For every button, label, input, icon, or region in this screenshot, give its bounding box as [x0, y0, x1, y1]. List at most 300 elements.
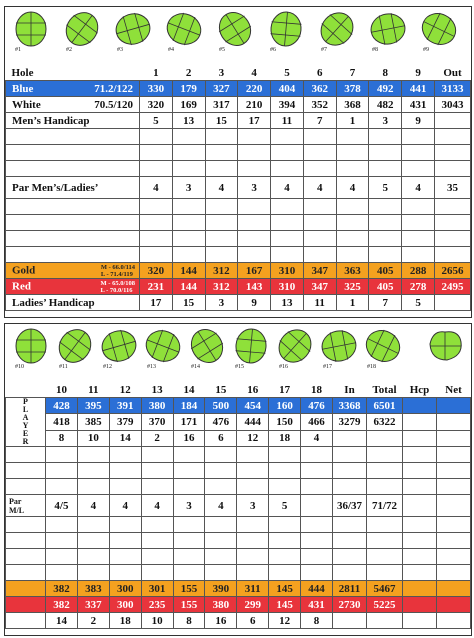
score-cell[interactable]: [140, 145, 173, 161]
score-cell[interactable]: [367, 533, 403, 549]
score-cell[interactable]: [269, 479, 301, 495]
score-cell[interactable]: [369, 161, 402, 177]
green-hole-label: #3: [117, 47, 123, 53]
player-letter: P: [23, 397, 28, 406]
red-yardage: 2730: [333, 597, 367, 613]
score-cell[interactable]: [205, 517, 237, 533]
score-cell[interactable]: [269, 533, 301, 549]
score-cell[interactable]: [271, 231, 304, 247]
hole-number: 12: [109, 382, 141, 398]
white-yardage: 394: [271, 97, 304, 113]
ladies-handicap-value: [437, 613, 471, 629]
score-cell[interactable]: [237, 517, 269, 533]
blue-yardage: 327: [205, 81, 238, 97]
score-cell[interactable]: [271, 215, 304, 231]
score-cell[interactable]: [109, 479, 141, 495]
score-cell[interactable]: [205, 565, 237, 581]
gold-yardage: 310: [271, 263, 304, 279]
par-value: 4: [303, 177, 336, 199]
score-cell[interactable]: [367, 549, 403, 565]
mens-handicap-value: 12: [237, 430, 269, 446]
score-row: [6, 533, 471, 549]
ladies-handicap-value: 16: [205, 613, 237, 629]
blue-yardage: 380: [141, 398, 173, 414]
white-yardage: 352: [303, 97, 336, 113]
score-cell[interactable]: [109, 565, 141, 581]
green-diagram-icon: [55, 326, 95, 372]
white-yardage: 385: [77, 414, 109, 430]
white-yardage: 379: [109, 414, 141, 430]
score-cell[interactable]: [237, 565, 269, 581]
score-cell[interactable]: [237, 533, 269, 549]
score-cell[interactable]: [46, 549, 78, 565]
score-cell[interactable]: [437, 549, 471, 565]
par-value: 5: [369, 177, 402, 199]
score-cell[interactable]: [336, 231, 369, 247]
ladies-handicap-value: 14: [46, 613, 78, 629]
score-cell[interactable]: [237, 479, 269, 495]
hole-number: 18: [301, 382, 333, 398]
gold-yardage: 300: [109, 581, 141, 597]
score-cell[interactable]: [77, 549, 109, 565]
score-cell[interactable]: [46, 479, 78, 495]
gold-tee-label: Gold M - 66.0/114 L - 71.4/119: [6, 263, 140, 279]
score-cell[interactable]: [403, 447, 437, 463]
score-cell[interactable]: [435, 145, 471, 161]
gold-yardage: 144: [172, 263, 205, 279]
score-cell[interactable]: [77, 565, 109, 581]
score-cell[interactable]: [333, 517, 367, 533]
score-cell[interactable]: [46, 517, 78, 533]
score-cell[interactable]: [205, 463, 237, 479]
score-cell[interactable]: [402, 215, 435, 231]
blue-yardage: 220: [238, 81, 271, 97]
score-cell[interactable]: [403, 549, 437, 565]
score-cell[interactable]: [336, 199, 369, 215]
green-hole-label: #10: [15, 364, 24, 370]
white-yardage: 418: [46, 414, 78, 430]
score-cell[interactable]: [141, 479, 173, 495]
hole-number: 13: [141, 382, 173, 398]
white-tee-row: [6, 414, 471, 430]
score-cell[interactable]: [238, 231, 271, 247]
par-value: 4: [402, 177, 435, 199]
score-cell[interactable]: [237, 463, 269, 479]
ladies-handicap-value: 3: [205, 295, 238, 311]
gold-yardage: 311: [237, 581, 269, 597]
score-cell[interactable]: [367, 479, 403, 495]
score-cell[interactable]: [271, 199, 304, 215]
score-cell[interactable]: [333, 549, 367, 565]
green-hole-label: #16: [279, 364, 288, 370]
score-row: [6, 479, 471, 495]
white-yardage: 466: [301, 414, 333, 430]
score-cell[interactable]: [403, 517, 437, 533]
gold-tee-row: [6, 581, 471, 597]
score-cell[interactable]: [303, 247, 336, 263]
mens-handicap-value: [403, 430, 437, 446]
score-cell[interactable]: [109, 549, 141, 565]
hole-header: Hole: [6, 65, 140, 81]
mens-handicap-value: 18: [269, 430, 301, 446]
blue-yardage: 3368: [333, 398, 367, 414]
white-tee-label: White 70.5/120: [6, 97, 140, 113]
score-cell[interactable]: [205, 129, 238, 145]
gold-yardage: 320: [140, 263, 173, 279]
score-cell[interactable]: [205, 215, 238, 231]
green-diagram-icon: [62, 9, 102, 55]
score-cell[interactable]: [403, 533, 437, 549]
score-cell[interactable]: [77, 447, 109, 463]
score-cell[interactable]: [301, 447, 333, 463]
red-yardage: 2495: [435, 279, 471, 295]
score-cell[interactable]: [237, 447, 269, 463]
par-value: 3: [238, 177, 271, 199]
blue-yardage: 395: [77, 398, 109, 414]
white-tee-row: [6, 97, 471, 113]
score-cell[interactable]: [46, 565, 78, 581]
green-diagram-icon: [99, 326, 139, 372]
ladies-handicap-value: 17: [140, 295, 173, 311]
mens-handicap-value: 3: [369, 113, 402, 129]
hole-number: 7: [336, 65, 369, 81]
score-cell[interactable]: [369, 215, 402, 231]
score-row: [6, 161, 471, 177]
score-cell[interactable]: [369, 129, 402, 145]
score-cell[interactable]: [437, 517, 471, 533]
blue-yardage: 391: [109, 398, 141, 414]
score-cell[interactable]: [172, 161, 205, 177]
score-cell[interactable]: [173, 479, 205, 495]
front-green-diagrams: [5, 7, 471, 65]
score-cell[interactable]: [435, 161, 471, 177]
score-row: [6, 215, 471, 231]
score-cell[interactable]: [205, 549, 237, 565]
green-hole-label: #2: [66, 47, 72, 53]
score-cell[interactable]: [303, 161, 336, 177]
blue-yardage: 441: [402, 81, 435, 97]
score-cell[interactable]: [140, 161, 173, 177]
score-cell[interactable]: [205, 479, 237, 495]
green-hole-label: #9: [423, 47, 429, 53]
par-value: 3: [172, 177, 205, 199]
score-cell[interactable]: [271, 129, 304, 145]
score-cell[interactable]: [140, 215, 173, 231]
front-nine-table: [5, 65, 471, 311]
score-cell[interactable]: [402, 231, 435, 247]
white-yardage: 3279: [333, 414, 367, 430]
mens-handicap-row: [6, 113, 471, 129]
score-cell[interactable]: [46, 463, 78, 479]
score-cell[interactable]: [238, 215, 271, 231]
gold-yardage: 363: [336, 263, 369, 279]
score-cell[interactable]: [369, 247, 402, 263]
par-value: 3: [237, 495, 269, 517]
score-cell[interactable]: [435, 199, 471, 215]
white-yardage: 444: [237, 414, 269, 430]
score-cell[interactable]: [303, 215, 336, 231]
score-cell[interactable]: [173, 533, 205, 549]
score-cell[interactable]: [109, 463, 141, 479]
back-green-diagrams: [5, 324, 471, 382]
score-row: [6, 549, 471, 565]
blue-yardage: [403, 398, 437, 414]
score-cell[interactable]: [367, 463, 403, 479]
score-cell[interactable]: [205, 447, 237, 463]
red-yardage: 299: [237, 597, 269, 613]
white-yardage: 431: [402, 97, 435, 113]
score-cell[interactable]: [402, 145, 435, 161]
par-row: [6, 495, 471, 517]
score-cell[interactable]: [301, 565, 333, 581]
score-cell[interactable]: [336, 145, 369, 161]
par-row: [6, 177, 471, 199]
score-cell[interactable]: [173, 565, 205, 581]
score-cell[interactable]: [238, 129, 271, 145]
score-cell[interactable]: [172, 145, 205, 161]
score-cell[interactable]: [435, 215, 471, 231]
score-cell[interactable]: [336, 215, 369, 231]
score-cell[interactable]: [303, 145, 336, 161]
green-hole-label: #14: [191, 364, 200, 370]
par-value: 4: [271, 177, 304, 199]
score-cell[interactable]: [336, 161, 369, 177]
score-cell[interactable]: [238, 161, 271, 177]
score-cell[interactable]: [237, 549, 269, 565]
red-yardage: 278: [402, 279, 435, 295]
score-cell[interactable]: [301, 533, 333, 549]
par-value: 4: [141, 495, 173, 517]
par-value: 4: [77, 495, 109, 517]
ladies-handicap-value: 1: [336, 295, 369, 311]
par-value: 4: [140, 177, 173, 199]
score-cell[interactable]: [303, 231, 336, 247]
score-cell[interactable]: [301, 479, 333, 495]
score-cell[interactable]: [402, 247, 435, 263]
score-cell[interactable]: [172, 199, 205, 215]
score-cell[interactable]: [140, 231, 173, 247]
score-cell[interactable]: [437, 447, 471, 463]
score-cell[interactable]: [269, 517, 301, 533]
hole-number: 11: [77, 382, 109, 398]
score-cell[interactable]: [333, 447, 367, 463]
score-cell[interactable]: [369, 231, 402, 247]
back-nine-table: [5, 382, 471, 629]
score-cell[interactable]: [46, 447, 78, 463]
score-cell[interactable]: [173, 549, 205, 565]
red-tee-label: Red M - 65.0/108 L - 70.0/116: [6, 279, 140, 295]
green-hole-label: #7: [321, 47, 327, 53]
player-letter: E: [22, 429, 29, 438]
score-cell[interactable]: [367, 447, 403, 463]
blue-yardage: 330: [140, 81, 173, 97]
par-value: 71/72: [367, 495, 403, 517]
red-yardage: 431: [301, 597, 333, 613]
score-cell[interactable]: [271, 145, 304, 161]
par-value: 4/5: [46, 495, 78, 517]
gold-tee-row: [6, 263, 471, 279]
score-cell[interactable]: [172, 247, 205, 263]
score-cell[interactable]: [333, 479, 367, 495]
score-cell[interactable]: [402, 161, 435, 177]
back-header-row: [6, 382, 471, 398]
gold-yardage: 2656: [435, 263, 471, 279]
mens-handicap-value: [333, 430, 367, 446]
score-cell[interactable]: [172, 129, 205, 145]
score-cell[interactable]: [46, 533, 78, 549]
score-cell[interactable]: [269, 447, 301, 463]
score-cell[interactable]: [173, 447, 205, 463]
hole-number: 5: [271, 65, 304, 81]
mens-handicap-value: 1: [336, 113, 369, 129]
mens-handicap-value: 14: [109, 430, 141, 446]
score-cell[interactable]: [333, 565, 367, 581]
score-cell[interactable]: [238, 199, 271, 215]
blue-yardage: 492: [369, 81, 402, 97]
score-cell[interactable]: [269, 463, 301, 479]
score-cell[interactable]: [369, 199, 402, 215]
blue-yardage: 6501: [367, 398, 403, 414]
score-cell[interactable]: [303, 199, 336, 215]
score-cell[interactable]: [367, 565, 403, 581]
score-cell[interactable]: [333, 463, 367, 479]
red-yardage: 347: [303, 279, 336, 295]
score-cell[interactable]: [238, 145, 271, 161]
red-yardage: 310: [271, 279, 304, 295]
score-cell[interactable]: [437, 463, 471, 479]
white-yardage: 482: [369, 97, 402, 113]
player-letter: L: [22, 405, 29, 414]
score-cell[interactable]: [301, 463, 333, 479]
score-cell[interactable]: [437, 533, 471, 549]
ladies-handicap-value: [403, 613, 437, 629]
score-cell[interactable]: [141, 517, 173, 533]
red-yardage: 155: [173, 597, 205, 613]
score-cell[interactable]: [205, 145, 238, 161]
score-cell[interactable]: [403, 565, 437, 581]
score-cell[interactable]: [109, 447, 141, 463]
score-cell[interactable]: [172, 231, 205, 247]
blue-yardage: 378: [336, 81, 369, 97]
score-cell[interactable]: [205, 161, 238, 177]
score-cell[interactable]: [173, 517, 205, 533]
score-cell[interactable]: [269, 565, 301, 581]
score-cell[interactable]: [77, 479, 109, 495]
score-cell[interactable]: [301, 517, 333, 533]
score-cell[interactable]: [141, 549, 173, 565]
ladies-handicap-value: 8: [301, 613, 333, 629]
score-cell[interactable]: [301, 495, 333, 517]
white-yardage: 6322: [367, 414, 403, 430]
score-cell[interactable]: [77, 533, 109, 549]
hole-number: Net: [437, 382, 471, 398]
red-tee-row: [6, 597, 471, 613]
blue-yardage: 476: [301, 398, 333, 414]
gold-yardage: 383: [77, 581, 109, 597]
ladies-handicap-value: 5: [402, 295, 435, 311]
par-value: 4: [205, 177, 238, 199]
gold-yardage: 5467: [367, 581, 403, 597]
white-yardage: 476: [205, 414, 237, 430]
score-cell[interactable]: [336, 247, 369, 263]
green-diagram-icon: [425, 326, 465, 372]
score-cell[interactable]: [367, 517, 403, 533]
score-cell[interactable]: [205, 199, 238, 215]
score-cell[interactable]: [173, 463, 205, 479]
score-cell[interactable]: [205, 231, 238, 247]
green-hole-label: #6: [270, 47, 276, 53]
score-cell[interactable]: [271, 247, 304, 263]
score-cell[interactable]: [205, 533, 237, 549]
score-cell[interactable]: [269, 549, 301, 565]
white-yardage: 169: [172, 97, 205, 113]
score-cell[interactable]: [437, 565, 471, 581]
blue-yardage: 184: [173, 398, 205, 414]
back-nine-card: [4, 323, 472, 636]
green-diagram-icon: [368, 9, 408, 55]
par-value: [403, 495, 437, 517]
score-cell[interactable]: [402, 199, 435, 215]
ladies-handicap-value: [333, 613, 367, 629]
score-cell[interactable]: [141, 565, 173, 581]
score-cell[interactable]: [402, 129, 435, 145]
score-cell[interactable]: [301, 549, 333, 565]
gold-yardage: 405: [369, 263, 402, 279]
score-cell[interactable]: [303, 129, 336, 145]
score-cell[interactable]: [77, 463, 109, 479]
score-cell[interactable]: [369, 145, 402, 161]
score-cell[interactable]: [140, 247, 173, 263]
ladies-handicap-value: [435, 295, 471, 311]
green-diagram-icon: [143, 326, 183, 372]
score-cell[interactable]: [109, 517, 141, 533]
score-cell[interactable]: [141, 533, 173, 549]
gold-yardage: 312: [205, 263, 238, 279]
score-cell[interactable]: [435, 231, 471, 247]
par-value: 36/37: [333, 495, 367, 517]
white-yardage: 370: [141, 414, 173, 430]
score-cell[interactable]: [140, 199, 173, 215]
score-cell[interactable]: [77, 517, 109, 533]
score-cell[interactable]: [109, 533, 141, 549]
score-cell[interactable]: [141, 463, 173, 479]
score-row: [6, 517, 471, 533]
green-hole-label: #1: [15, 47, 21, 53]
ladies-handicap-value: 10: [141, 613, 173, 629]
score-cell[interactable]: [205, 247, 238, 263]
score-cell[interactable]: [141, 447, 173, 463]
score-cell[interactable]: [238, 247, 271, 263]
ladies-handicap-value: 12: [269, 613, 301, 629]
score-cell[interactable]: [140, 129, 173, 145]
score-cell[interactable]: [403, 463, 437, 479]
score-cell[interactable]: [403, 479, 437, 495]
score-cell[interactable]: [336, 129, 369, 145]
score-cell[interactable]: [333, 533, 367, 549]
score-cell[interactable]: [172, 215, 205, 231]
front-header-row: [6, 65, 471, 81]
red-yardage: 145: [269, 597, 301, 613]
red-yardage: 405: [369, 279, 402, 295]
gold-yardage: 347: [303, 263, 336, 279]
score-cell[interactable]: [435, 129, 471, 145]
par-value: 3: [173, 495, 205, 517]
score-cell[interactable]: [435, 247, 471, 263]
green-hole-label: #13: [147, 364, 156, 370]
white-yardage: 317: [205, 97, 238, 113]
score-cell[interactable]: [437, 479, 471, 495]
score-cell[interactable]: [271, 161, 304, 177]
